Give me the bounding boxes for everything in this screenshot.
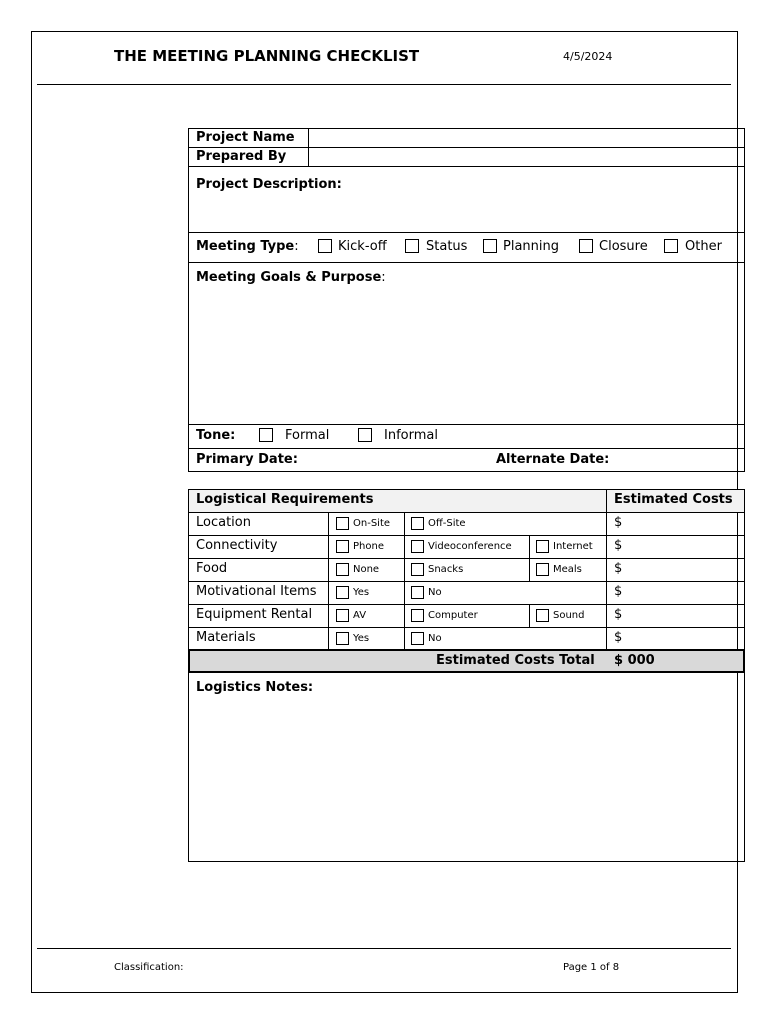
estimated-costs-total-value: $ 000 xyxy=(614,653,655,668)
equipment-sound-label: Sound xyxy=(553,610,585,621)
motivational-cost[interactable]: $ xyxy=(614,584,623,599)
table-border-top xyxy=(188,489,745,490)
row-divider xyxy=(188,558,745,559)
connectivity-phone-label: Phone xyxy=(353,541,384,552)
equipment-computer-checkbox[interactable] xyxy=(411,609,424,622)
header-divider xyxy=(37,84,731,85)
equipment-av-checkbox[interactable] xyxy=(336,609,349,622)
footer-divider xyxy=(37,948,731,949)
meeting-type-closure-checkbox[interactable] xyxy=(579,239,593,253)
estimated-costs-total-label: Estimated Costs Total xyxy=(436,653,595,668)
form-border-bottom xyxy=(188,471,745,472)
row-divider xyxy=(188,604,745,605)
connectivity-videoconference-label: Videoconference xyxy=(428,541,512,552)
goals-label-text: Meeting Goals & Purpose xyxy=(196,270,382,285)
location-onsite-checkbox[interactable] xyxy=(336,517,349,530)
meeting-type-label-text: Meeting Type xyxy=(196,239,295,254)
equipment-computer-label: Computer xyxy=(428,610,478,621)
connectivity-internet-label: Internet xyxy=(553,541,593,552)
footer-page-number: Page 1 of 8 xyxy=(563,962,620,973)
alternate-date-label: Alternate Date: xyxy=(496,452,610,467)
location-offsite-label: Off-Site xyxy=(428,518,466,529)
meeting-form xyxy=(188,128,745,472)
row-label-equipment-rental: Equipment Rental xyxy=(196,607,313,622)
connectivity-cost[interactable]: $ xyxy=(614,538,623,553)
row-divider xyxy=(188,232,745,233)
materials-no-checkbox[interactable] xyxy=(411,632,424,645)
project-name-field[interactable] xyxy=(313,130,741,146)
equipment-av-label: AV xyxy=(353,610,367,621)
food-none-checkbox[interactable] xyxy=(336,563,349,576)
meeting-type-label xyxy=(196,239,299,255)
goals-field[interactable] xyxy=(192,288,740,422)
equipment-cost[interactable]: $ xyxy=(614,607,623,622)
primary-date-label: Primary Date: xyxy=(196,452,298,467)
connectivity-videoconference-checkbox[interactable] xyxy=(411,540,424,553)
column-divider xyxy=(529,604,530,627)
form-border-left xyxy=(188,128,189,472)
project-name-label: Project Name xyxy=(196,130,295,145)
prepared-by-field[interactable] xyxy=(313,149,741,165)
page-title: THE MEETING PLANNING CHECKLIST xyxy=(114,47,420,65)
meeting-type-status-checkbox[interactable] xyxy=(405,239,419,253)
column-divider xyxy=(529,558,530,581)
materials-cost[interactable]: $ xyxy=(614,630,623,645)
food-meals-checkbox[interactable] xyxy=(536,563,549,576)
row-divider xyxy=(188,166,745,167)
connectivity-internet-checkbox[interactable] xyxy=(536,540,549,553)
row-label-motivational-items: Motivational Items xyxy=(196,584,317,599)
row-divider xyxy=(188,147,745,148)
row-divider xyxy=(188,512,745,513)
equipment-sound-checkbox[interactable] xyxy=(536,609,549,622)
meeting-type-status-label: Status xyxy=(426,239,468,254)
goals-label-colon: : xyxy=(381,270,386,285)
meeting-type-kickoff-label: Kick-off xyxy=(338,239,387,254)
row-divider xyxy=(188,424,745,425)
tone-label: Tone: xyxy=(196,428,236,443)
label-column-divider xyxy=(308,128,309,167)
column-divider xyxy=(404,512,405,650)
meeting-type-kickoff-checkbox[interactable] xyxy=(318,239,332,253)
row-label-materials: Materials xyxy=(196,630,256,645)
food-snacks-label: Snacks xyxy=(428,564,464,575)
meeting-type-other-checkbox[interactable] xyxy=(664,239,678,253)
motivational-no-label: No xyxy=(428,587,442,598)
row-label-connectivity: Connectivity xyxy=(196,538,278,553)
form-border-right xyxy=(744,128,745,472)
row-label-location: Location xyxy=(196,515,251,530)
food-cost[interactable]: $ xyxy=(614,561,623,576)
food-meals-label: Meals xyxy=(553,564,582,575)
food-snacks-checkbox[interactable] xyxy=(411,563,424,576)
column-divider xyxy=(328,512,329,650)
meeting-type-closure-label: Closure xyxy=(599,239,648,254)
logistics-table xyxy=(188,489,745,862)
motivational-yes-label: Yes xyxy=(353,587,370,598)
motivational-no-checkbox[interactable] xyxy=(411,586,424,599)
motivational-yes-checkbox[interactable] xyxy=(336,586,349,599)
row-label-food: Food xyxy=(196,561,228,576)
table-border-right xyxy=(744,489,745,862)
goals-label xyxy=(196,270,386,286)
meeting-type-planning-checkbox[interactable] xyxy=(483,239,497,253)
row-divider xyxy=(188,535,745,536)
meeting-type-planning-label: Planning xyxy=(503,239,559,254)
materials-no-label: No xyxy=(428,633,442,644)
location-offsite-checkbox[interactable] xyxy=(411,517,424,530)
tone-formal-label: Formal xyxy=(285,428,330,443)
prepared-by-label: Prepared By xyxy=(196,149,287,164)
form-border-top xyxy=(188,128,745,129)
table-border-bottom xyxy=(188,861,745,862)
table-border-left xyxy=(188,489,189,862)
logistics-header-label: Logistical Requirements xyxy=(196,492,374,507)
location-cost[interactable]: $ xyxy=(614,515,623,530)
food-none-label: None xyxy=(353,564,380,575)
row-divider xyxy=(188,262,745,263)
tone-informal-checkbox[interactable] xyxy=(358,428,372,442)
project-description-field[interactable] xyxy=(192,195,740,229)
column-divider xyxy=(529,535,530,558)
project-description-label: Project Description: xyxy=(196,177,342,192)
logistics-notes-field[interactable] xyxy=(192,699,740,857)
meeting-type-other-label: Other xyxy=(685,239,722,254)
column-divider xyxy=(606,489,607,650)
logistics-notes-label: Logistics Notes: xyxy=(196,680,314,695)
connectivity-phone-checkbox[interactable] xyxy=(336,540,349,553)
tone-formal-checkbox[interactable] xyxy=(259,428,273,442)
estimated-costs-header: Estimated Costs xyxy=(614,492,733,507)
meeting-type-colon: : xyxy=(294,239,299,254)
materials-yes-checkbox[interactable] xyxy=(336,632,349,645)
document-date: 4/5/2024 xyxy=(563,50,613,63)
tone-informal-label: Informal xyxy=(384,428,438,443)
footer-classification: Classification: xyxy=(114,962,184,973)
row-divider xyxy=(188,581,745,582)
row-divider xyxy=(188,627,745,628)
materials-yes-label: Yes xyxy=(353,633,370,644)
location-onsite-label: On-Site xyxy=(353,518,391,529)
row-divider xyxy=(188,448,745,449)
